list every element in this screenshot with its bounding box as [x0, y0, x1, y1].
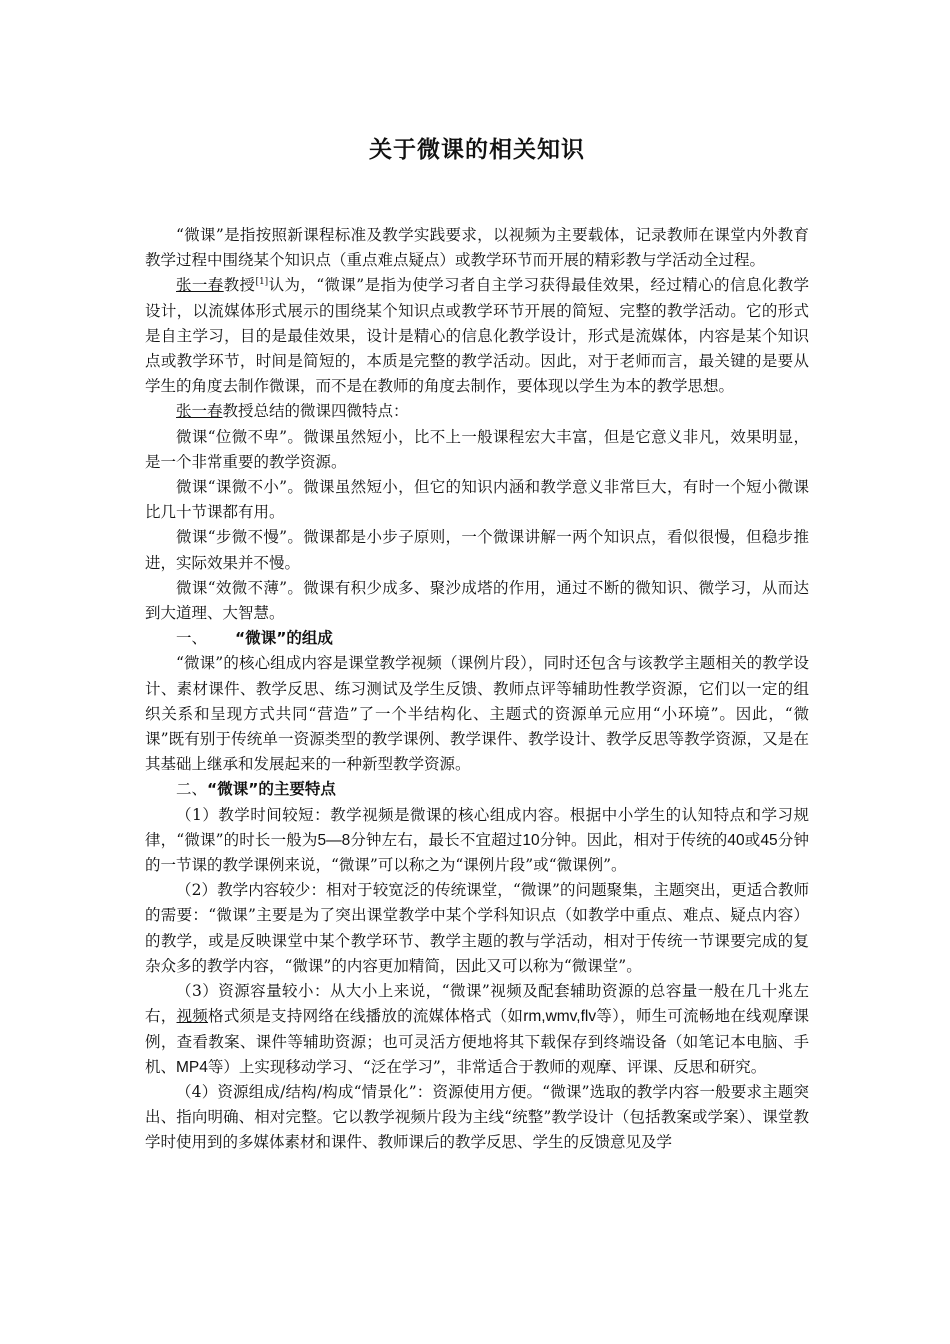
- paragraph-feature-size: （3）资源容量较小：从大小上来说，“微课”视频及配套辅助资源的总容量一般在几十兆左右，视频格式须是支持网络在线播放的流媒体格式（如rm,wmv,flv等），师生可流畅地在线观摩课例，查看教案、课件等辅助资源；也可灵活方便地将其下载保存到终端设备（如笔记本电脑、手机、MP4等）上实现移动学习、“泛在学习”，非常适合于教师的观摩、评课、反思和研究。: [145, 982, 809, 1076]
- paragraph-feature-content: （2）教学内容较少：相对于较宽泛的传统课堂，“微课”的问题聚集，主题突出，更适合教师的需要：“微课”主要是为了突出课堂教学中某个学科知识点（如教学中重点、难点、疑点内容）的教学，或是反映课堂中某个教学环节、教学主题的教与学活动，相对于传统一节课要完成的复杂众多的教学内容，“微课”的内容更加精简，因此又可以称为“微课堂”。: [145, 881, 809, 975]
- author-name-link[interactable]: 张一春: [176, 402, 223, 421]
- paragraph-zhang-definition: [145, 273, 809, 399]
- section-title: “微课”的组成: [235, 629, 333, 648]
- section-heading-composition: [145, 626, 809, 651]
- paragraph-feature-4: 微课“效微不薄”。微课有积少成多、聚沙成塔的作用，通过不断的微知识、微学习，从而达到大道理、大智慧。: [145, 578, 809, 623]
- paragraph-text: 认为，“微课”是指为使学习者自主学习获得最佳效果，经过精心的信息化教学设计，以流媒体形式展示的围绕某个知识点或教学环节开展的简短、完整的教学活动。它的形式是自主学习，目的是最佳效果，设计是精心的信息化教学设计，形式是流媒体，内容是某个知识点或教学环节，时间是简短的，本质是完整的教学活动。因此，对于老师而言，最关键的是要从学生的角度去制作微课，而不是在教师的角度去制作，要体现以学生为本的教学思想。: [145, 276, 809, 396]
- author-name-link[interactable]: 张一春: [176, 276, 224, 295]
- paragraph-feature-3: 微课“步微不慢”。微课都是小步子原则，一个微课讲解一两个知识点，看似很慢，但稳步推进，实际效果并不慢。: [145, 528, 809, 572]
- paragraph-text: 教授总结的微课四微特点：: [222, 402, 409, 421]
- paragraph-composition: “微课”的核心组成内容是课堂教学视频（课例片段），同时还包含与该教学主题相关的教学设计、素材课件、教学反思、练习测试及学生反馈、教师点评等辅助性教学资源，它们以一定的组织关系和呈现方式共同“营造”了一个半结构化、主题式的资源单元应用“小环境”。因此，“微课”既有别于传统单一资源类型的教学课例、教学课件、教学设计、教学反思等教学资源，又是在其基础上继承和发展起来的一种新型教学资源。: [145, 654, 809, 774]
- paragraph-feature-1: 微课“位微不卑”。微课虽然短小，比不上一般课程宏大丰富，但是它意义非凡，效果明显，是一个非常重要的教学资源。: [145, 427, 809, 471]
- reference-marker: [1]: [255, 277, 269, 288]
- paragraph-definition: “微课”是指按照新课程标准及教学实践要求，以视频为主要载体，记录教师在课堂内外教育教学过程中围绕某个知识点（重点难点疑点）或教学环节而开展的精彩教与学活动全过程。: [145, 226, 809, 270]
- paragraph-feature-context: （4）资源组成/结构/构成“情景化”：资源使用方便。“微课”选取的教学内容一般要求主题突出、指向明确、相对完整。它以教学视频片段为主线“统整”教学设计（包括教案或学案）、课堂教学时使用到的多媒体素材和课件、教师课后的教学反思、学生的反馈意见及学: [145, 1082, 809, 1152]
- author-title: 教授: [223, 276, 256, 295]
- document-page: [145, 130, 809, 1156]
- section-title: “微课”的主要特点: [207, 780, 336, 799]
- section-heading-features: [145, 777, 809, 802]
- page-title: 关于微课的相关知识: [369, 137, 585, 163]
- section-number: 二、: [176, 780, 208, 799]
- paragraph-feature-time: （1）教学时间较短：教学视频是微课的核心组成内容。根据中小学生的认知特点和学习规律，“微课”的时长一般为5—8分钟左右，最长不宜超过10分钟。因此，相对于传统的40或45分钟的一节课的教学课例来说，“微课”可以称之为“课例片段”或“微课例”。: [145, 805, 809, 875]
- paragraph-four-features-intro: [145, 399, 809, 424]
- paragraph-feature-2: 微课“课微不小”。微课虽然短小，但它的知识内涵和教学意义非常巨大，有时一个短小微课比几十节课都有用。: [145, 478, 809, 522]
- video-link[interactable]: 视频: [176, 1007, 209, 1026]
- section-number: 一、: [176, 629, 208, 648]
